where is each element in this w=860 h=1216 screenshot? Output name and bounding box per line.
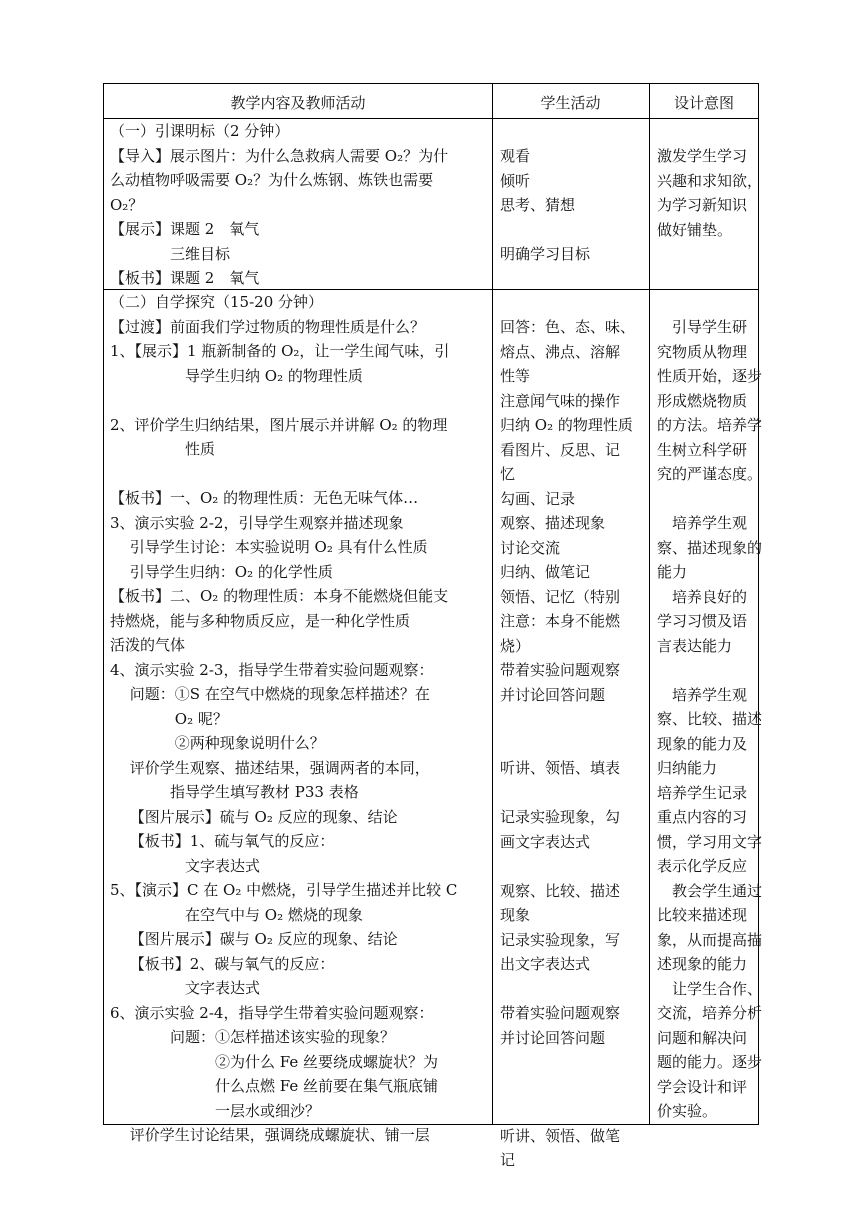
student-line: 倾听 — [500, 171, 531, 190]
column-divider-2 — [649, 84, 650, 1124]
intent-line: 问题和解决问 — [657, 1028, 748, 1047]
student-line: 记录实验现象，写 — [500, 930, 621, 949]
intent-line: 引导学生研 — [657, 318, 748, 336]
student-line: 看图片、反思、记 — [500, 440, 621, 459]
intent-line: 题的能力。逐步 — [657, 1053, 763, 1071]
intent-line: 述现象的能力 — [657, 955, 748, 973]
intent-line: 归纳能力 — [657, 759, 718, 777]
intent-line: 察、比较、描述 — [657, 710, 763, 728]
teacher-line — [110, 462, 490, 487]
teacher-line: 【图片展示】硫与 O₂ 反应的现象、结论 — [110, 807, 398, 826]
student-line: 忆 — [500, 465, 516, 483]
intent-line: 教会学生通过 — [657, 881, 763, 900]
teacher-line: 【过渡】前面我们学过物质的物理性质是什么？ — [110, 317, 426, 336]
student-line: 带着实验问题观察 — [500, 661, 621, 679]
teacher-line: 【展示】课题 2 氧气 — [110, 220, 260, 238]
teacher-line: 性质 — [110, 440, 216, 458]
intent-line: 为学习新知识 — [657, 196, 748, 214]
intent-line: 象，从而提高描 — [657, 930, 763, 949]
student-line — [500, 218, 648, 243]
student-line: 并讨论回答问题 — [500, 685, 606, 704]
student-line: 听讲、领悟、做笔 — [500, 1126, 621, 1145]
intent-line: 价实验。 — [657, 1102, 718, 1120]
intent-line: 激发学生学习 — [657, 147, 748, 165]
teacher-line: 在空气中与 O₂ 燃烧的现象 — [110, 905, 363, 924]
teacher-line: 评价学生讨论结果，强调绕成螺旋状、铺一层 — [110, 1126, 430, 1144]
student-line: 并讨论回答问题 — [500, 1028, 606, 1047]
teacher-line: ②两种现象说明什么？ — [110, 734, 325, 752]
student-line: 烧） — [500, 636, 531, 655]
column-divider-1 — [492, 84, 493, 1124]
teacher-line: 一层水或细沙？ — [110, 1101, 321, 1120]
intent-line: 交流，培养分析 — [657, 1004, 763, 1022]
teacher-line: （二）自学探究（15-20 分钟） — [110, 293, 324, 311]
intent-line: 究的严谨态度。 — [657, 465, 763, 483]
intent-line: 性质开始，逐步 — [657, 367, 763, 385]
teacher-line: 指导学生填写教材 P33 表格 — [110, 783, 359, 801]
teacher-line: 么动植物呼吸需要 O₂？为什么炼钢、炼铁也需要 — [110, 171, 434, 189]
intent-line: 学习习惯及语 — [657, 612, 748, 630]
lesson-plan-table — [103, 83, 763, 1169]
student-line: 观察、描述现象 — [500, 514, 606, 532]
intent-line: 形成燃烧物质 — [657, 391, 748, 410]
intent-line: 学会设计和评 — [657, 1077, 748, 1096]
student-line: 带着实验问题观察 — [500, 1004, 621, 1022]
student-line: 画文字表达式 — [500, 832, 591, 851]
student-line: 记 — [500, 1151, 516, 1169]
teacher-line: 持燃烧，能与多种物质反应，是一种化学性质 — [110, 611, 411, 630]
teacher-line: 6、演示实验 2-4，指导学生带着实验问题观察： — [110, 1003, 434, 1022]
intent-line: 做好铺垫。 — [657, 220, 733, 239]
teacher-line: 【板书】1、硫与氧气的反应： — [110, 832, 335, 850]
teacher-line: 1、【展示】1 瓶新制备的 O₂，让一学生闻气味，引 — [110, 342, 450, 360]
teacher-line: 导学生归纳 O₂ 的物理性质 — [110, 366, 363, 385]
teacher-line: 【板书】2、碳与氧气的反应： — [110, 954, 335, 973]
section1-intent-cell — [657, 144, 763, 242]
section1-teacher-cell — [110, 119, 490, 291]
teacher-line: 【板书】课题 2 氧气 — [110, 269, 260, 287]
teacher-line: 2、评价学生归纳结果，图片展示并讲解 O₂ 的物理 — [110, 415, 448, 434]
student-line — [500, 1050, 648, 1075]
intent-line: 究物质从物理 — [657, 342, 748, 361]
student-line: 注意：本身不能燃 — [500, 612, 621, 630]
teacher-line: 【图片展示】碳与 O₂ 反应的现象、结论 — [110, 930, 398, 948]
student-line: 归纳、做笔记 — [500, 563, 591, 581]
student-line — [500, 1075, 648, 1100]
header-student-activity: 学生活动 — [540, 94, 601, 112]
intent-line: 察、描述现象的 — [657, 538, 763, 557]
section1-student-cell — [500, 144, 648, 267]
teacher-line: 评价学生观察、描述结果，强调两者的本同， — [110, 758, 430, 777]
teacher-line — [110, 388, 490, 413]
teacher-line: 三维目标 — [110, 244, 231, 263]
teacher-line: 【板书】一、O₂ 的物理性质：无色无味气体… — [110, 489, 419, 507]
student-line — [500, 732, 648, 757]
student-line: 注意闻气味的操作 — [500, 391, 621, 410]
student-line — [500, 1099, 648, 1124]
student-line: 讨论交流 — [500, 538, 561, 557]
teacher-line: 问题：①怎样描述该实验的现象？ — [110, 1028, 396, 1046]
intent-line: 现象的能力及 — [657, 734, 748, 753]
teacher-line: 文字表达式 — [110, 979, 261, 997]
teacher-line: 5、【演示】C 在 O₂ 中燃烧，引导学生描述并比较 C — [110, 881, 458, 899]
student-line — [500, 707, 648, 732]
student-line: 思考、猜想 — [500, 196, 576, 214]
student-line: 明确学习目标 — [500, 245, 591, 263]
section2-teacher-cell — [110, 290, 490, 1148]
intent-line: 生树立科学研 — [657, 440, 748, 459]
intent-line: 惯，学习用文字 — [657, 832, 763, 851]
intent-line — [657, 658, 759, 683]
intent-line: 培养学生观 — [657, 514, 748, 532]
intent-line — [657, 487, 759, 512]
intent-line: 让学生合作、 — [657, 979, 763, 998]
student-line: 勾画、记录 — [500, 489, 576, 508]
student-line: 现象 — [500, 906, 531, 924]
intent-line: 比较来描述现 — [657, 906, 748, 924]
intent-line: 培养良好的 — [657, 587, 748, 606]
teacher-line: ②为什么 Fe 丝要绕成螺旋状？为 — [110, 1052, 439, 1071]
teacher-line: 问题：①S 在空气中燃烧的现象怎样描述？在 — [110, 685, 430, 703]
teacher-line: 引导学生归纳：O₂ 的化学性质 — [110, 562, 333, 581]
teacher-line: O₂？ — [110, 195, 144, 214]
student-line — [500, 854, 648, 879]
section1-title: （一）引课明标（2 分钟） — [110, 122, 290, 140]
student-line: 领悟、记忆（特别 — [500, 587, 621, 606]
student-line — [500, 977, 648, 1002]
student-line: 听讲、领悟、填表 — [500, 759, 621, 777]
student-line: 熔点、沸点、溶解 — [500, 342, 621, 361]
teacher-line: 【导入】展示图片：为什么急救病人需要 O₂？为什 — [110, 146, 449, 165]
student-line — [500, 781, 648, 806]
header-design-intent: 设计意图 — [673, 94, 734, 112]
intent-line: 的方法。培养学 — [657, 416, 763, 434]
teacher-line: 什么点燃 Fe 丝前要在集气瓶底铺 — [110, 1077, 439, 1095]
student-line: 出文字表达式 — [500, 955, 591, 973]
teacher-line: 【板书】二、O₂ 的物理性质：本身不能燃烧但能支 — [110, 587, 449, 605]
section2-student-cell — [500, 315, 648, 1173]
intent-line: 培养学生记录 — [657, 783, 748, 802]
teacher-line: 引导学生讨论：本实验说明 O₂ 具有什么性质 — [110, 538, 428, 556]
teacher-line: 4、演示实验 2-3，指导学生带着实验问题观察： — [110, 660, 434, 679]
intent-line: 能力 — [657, 563, 688, 581]
teacher-line: 文字表达式 — [110, 856, 261, 875]
student-line: 记录实验现象，勾 — [500, 808, 621, 826]
header-teacher-activity: 教学内容及教师活动 — [230, 94, 366, 112]
teacher-line: 3、演示实验 2-2，引导学生观察并描述现象 — [110, 513, 404, 532]
student-line: 性等 — [500, 367, 531, 385]
intent-line: 培养学生观 — [657, 685, 748, 704]
student-line: 归纳 O₂ 的物理性质 — [500, 416, 633, 434]
intent-line: 表示化学反应 — [657, 857, 748, 875]
student-line: 观察、比较、描述 — [500, 881, 621, 900]
teacher-line: 活泼的气体 — [110, 636, 186, 654]
section2-intent-cell — [657, 315, 763, 1124]
intent-line: 兴趣和求知欲， — [657, 171, 763, 190]
intent-line: 重点内容的习 — [657, 808, 748, 826]
teacher-line: O₂ 呢？ — [110, 709, 228, 728]
student-line: 回答：色、态、味、 — [500, 318, 636, 336]
intent-line: 言表达能力 — [657, 636, 733, 655]
student-line: 观看 — [500, 147, 531, 165]
